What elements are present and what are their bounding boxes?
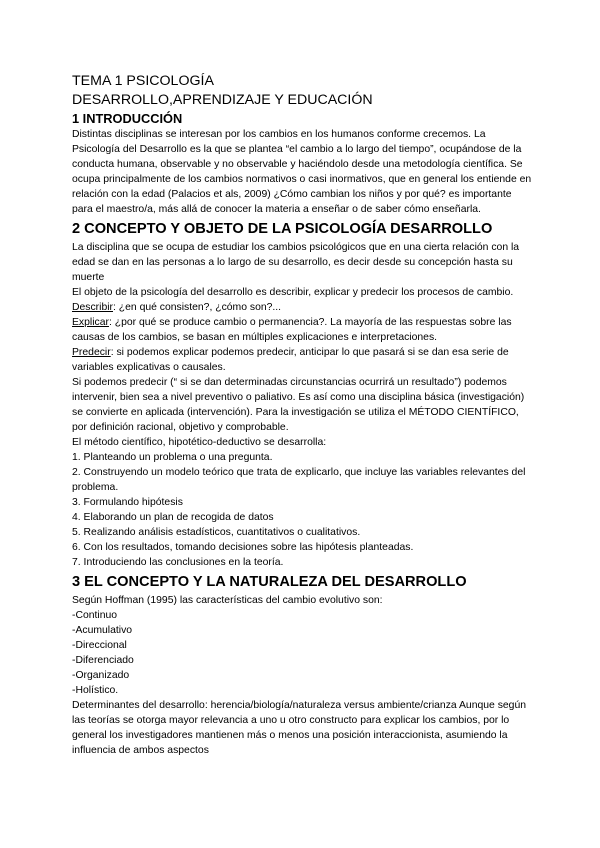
method-step: 7. Introduciendo las conclusiones en la teoría. <box>72 557 284 568</box>
characteristic-item: -Direccional <box>72 640 127 651</box>
document-title-line-1: TEMA 1 PSICOLOGÍA <box>72 73 214 89</box>
section-2-paragraph-definition: La disciplina que se ocupa de estudiar los cambios psicológicos que en una cierta relación con la edad se dan en las personas a lo largo de su desarrollo, es decir desde su concepción hasta su muerte <box>72 242 520 283</box>
explicar-text: : ¿por qué se produce cambio o permanencia?. La mayoría de las respuestas sobre las causas de los cambios, se basan en múltiples explicaciones e interpretaciones. <box>72 317 512 343</box>
predecir-term: Predecir <box>72 347 111 358</box>
characteristic-item: -Diferenciado <box>72 655 134 666</box>
method-step: 3. Formulando hipótesis <box>72 497 183 508</box>
characteristic-item: -Organizado <box>72 670 130 681</box>
method-step: 1. Planteando un problema o una pregunta. <box>72 452 273 463</box>
explicar-item <box>72 315 532 345</box>
document-title-line-2: DESARROLLO,APRENDIZAJE Y EDUCACIÓN <box>72 92 373 108</box>
section-3-paragraph: Determinantes del desarrollo: herencia/biología/naturaleza versus ambiente/crianza Aunque según las teorías se otorga mayor relevancia a uno u otro constructo para explicar los cambios, por lo general los investigadores mantienen más o menos una posición interaccionista, asumiendo la influencia de ambos aspectos <box>72 700 527 756</box>
method-step: 6. Con los resultados, tomando decisiones sobre las hipótesis planteadas. <box>72 542 414 553</box>
section-3-heading: 3 EL CONCEPTO Y LA NATURALEZA DEL DESARROLLO <box>72 574 467 590</box>
section-2-heading: 2 CONCEPTO Y OBJETO DE LA PSICOLOGÍA DESARROLLO <box>72 221 493 237</box>
predecir-text: : si podemos explicar podemos predecir, anticipar lo que pasará si se dan esa serie de variables explicativas o causales. <box>72 347 509 373</box>
describir-item <box>72 300 532 315</box>
method-step: 2. Construyendo un modelo teórico que trata de explicarlo, que incluye las variables relevantes del problema. <box>72 467 526 493</box>
describir-term: Describir <box>72 302 113 313</box>
method-step: 5. Realizando análisis estadísticos, cuantitativos o cualitativos. <box>72 527 361 538</box>
section-3-intro: Según Hoffman (1995) las características del cambio evolutivo son: <box>72 595 383 606</box>
characteristic-item: -Holístico. <box>72 685 119 696</box>
explicar-term: Explicar <box>72 317 109 328</box>
document-page <box>72 72 532 758</box>
characteristic-item: -Continuo <box>72 610 118 621</box>
section-2-paragraph-prediction: Si podemos predecir (“ si se dan determinadas circunstancias ocurrirá un resultado”) podemos intervenir, bien sea a nivel preventivo o paliativo. Es así como una disciplina básica (investigación) se convierte en aplicada (intervención). Para la investigación se utiliza el MÉTODO CIENTÍFICO, por definición racional, objetivo y comprobable. <box>72 377 525 433</box>
section-2-paragraph-object: El objeto de la psicología del desarrollo es describir, explicar y predecir los procesos de cambio. <box>72 287 514 298</box>
predecir-item <box>72 345 532 375</box>
section-1-paragraph: Distintas disciplinas se interesan por los cambios en los humanos conforme crecemos. La Psicología del Desarrollo es la que se plantea “el cambio a lo largo del tiempo”, ocupándose de la conducta humana, observable y no observable y haciéndolo desde una metodología científica. Se ocupa principalmente de los cambios normativos o casi inormativos, que en general los entiende en relación con la edad (Palacios et als, 2009) ¿Cómo cambian los niños y por qué? es importante para el maestro/a, más allá de conocer la materia a enseñar o de saber cómo enseñarla. <box>72 129 532 215</box>
characteristic-item: -Acumulativo <box>72 625 133 636</box>
section-2-paragraph-method: El método científico, hipotético-deductivo se desarrolla: <box>72 437 327 448</box>
method-step: 4. Elaborando un plan de recogida de datos <box>72 512 274 523</box>
section-1-heading: 1 INTRODUCCIÓN <box>72 111 183 126</box>
describir-text: : ¿en qué consisten?, ¿cómo son?... <box>113 302 282 313</box>
